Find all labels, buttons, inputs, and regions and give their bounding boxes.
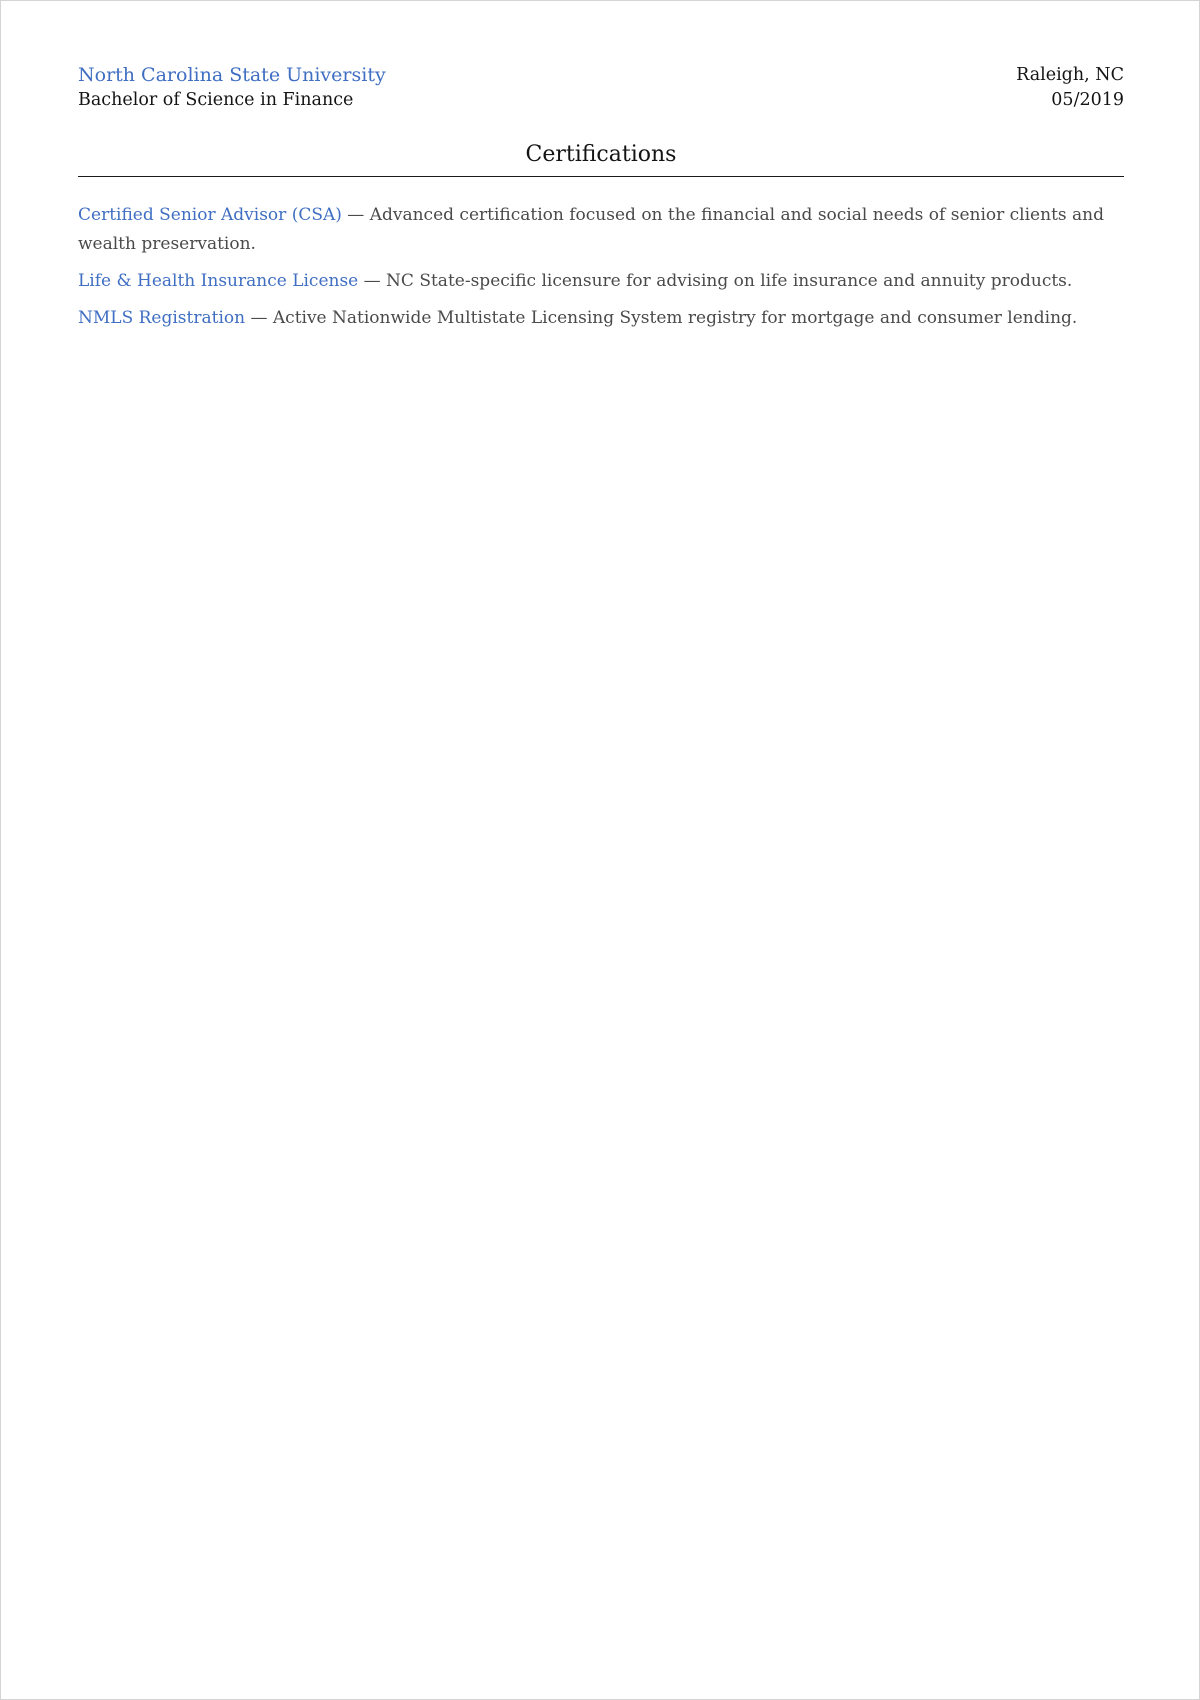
certification-separator: — [245, 308, 273, 328]
education-right [1016, 63, 1124, 113]
degree-name: Bachelor of Science in Finance [78, 90, 354, 110]
certification-description: Advanced certification focused on the financial and social needs of senior clients and wealth preservation. [78, 205, 1104, 254]
certification-separator: — [358, 271, 387, 291]
certifications-heading: Certifications [78, 141, 1124, 177]
certification-item [78, 201, 1124, 259]
certification-name: Certified Senior Advisor (CSA) [78, 205, 342, 225]
school-name: North Carolina State University [78, 64, 386, 86]
education-left [78, 63, 386, 113]
certification-separator: — [341, 205, 370, 225]
certification-name: NMLS Registration [78, 308, 246, 328]
education-location: Raleigh, NC [1016, 65, 1124, 85]
certification-name: Life & Health Insurance License [78, 271, 359, 291]
certification-item [78, 267, 1124, 296]
education-entry [78, 63, 1124, 113]
certification-description: Active Nationwide Multistate Licensing System registry for mortgage and consumer lending. [272, 308, 1078, 328]
education-date: 05/2019 [1051, 90, 1124, 110]
certification-item [78, 304, 1124, 333]
certification-description: NC State-specific licensure for advising on life insurance and annuity products. [386, 271, 1073, 291]
resume-content [78, 63, 1124, 341]
certifications-list [78, 201, 1124, 333]
